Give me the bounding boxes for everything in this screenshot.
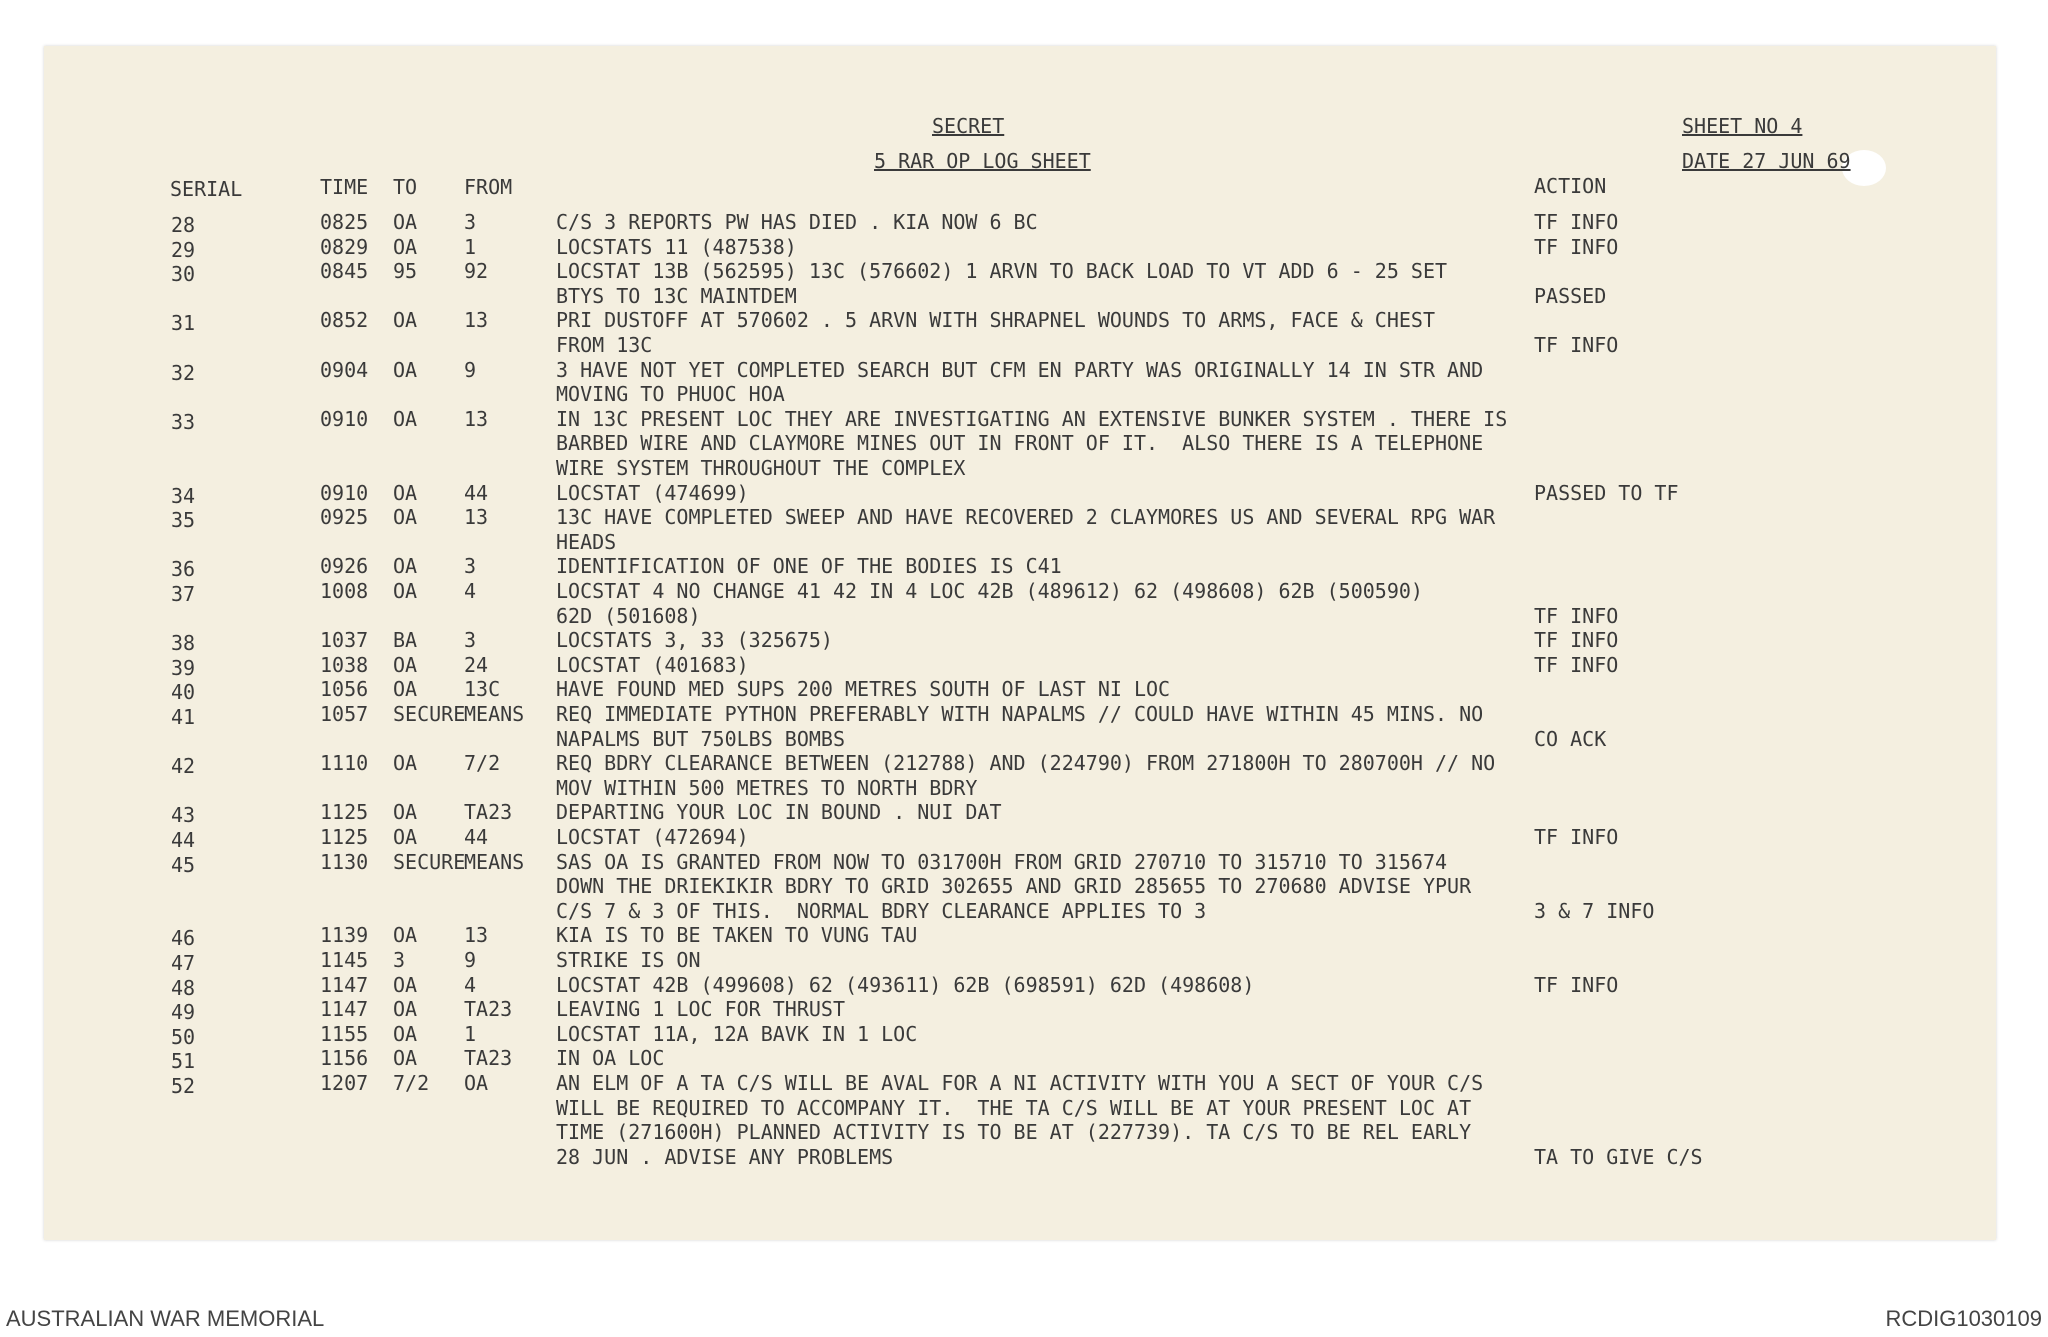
entry-action: PASSED	[1534, 283, 1607, 308]
entry-text-line: 13C HAVE COMPLETED SWEEP AND HAVE RECOVERED 2 CLAYMORES US AND SEVERAL RPG WAR	[556, 505, 1496, 530]
entry-to: OA	[393, 234, 418, 259]
entry-time: 0904	[320, 357, 369, 382]
entry-text-line: IDENTIFICATION OF ONE OF THE BODIES IS C41	[556, 554, 1062, 579]
entry-to: OA	[393, 652, 418, 677]
sheet-date: DATE 27 JUN 69	[1682, 149, 1851, 173]
entry-to: OA	[393, 677, 418, 702]
entry-action: TF INFO	[1534, 825, 1619, 849]
entry-time: 1056	[320, 677, 369, 702]
entry-serial: 38	[171, 631, 196, 656]
entry-serial: 30	[171, 262, 196, 287]
entry-serial: 52	[171, 1074, 196, 1098]
entry-serial: 29	[171, 237, 196, 262]
entry-from: 13	[464, 406, 489, 431]
entry-text-line: KIA IS TO BE TAKEN TO VUNG TAU	[556, 923, 918, 948]
entry-text-line: WILL BE REQUIRED TO ACCOMPANY IT. THE TA C/S WILL BE AT YOUR PRESENT LOC AT	[556, 1095, 1472, 1120]
entry-text-line: WIRE SYSTEM THROUGHOUT THE COMPLEX	[556, 456, 966, 480]
entry-time: 1155	[320, 1021, 369, 1046]
entry-text-line: LOCSTAT 4 NO CHANGE 41 42 IN 4 LOC 42B (489612) 62 (498608) 62B (500590)	[556, 579, 1423, 603]
entry-time: 1110	[320, 751, 369, 776]
entry-from: MEANS	[464, 702, 525, 726]
entry-to: OA	[393, 800, 418, 825]
entry-from: TA23	[464, 997, 513, 1022]
entry-to: OA	[393, 308, 418, 333]
entry-text-line: FROM 13C	[556, 333, 653, 357]
entry-text-line: HAVE FOUND MED SUPS 200 METRES SOUTH OF LAST NI LOC	[556, 677, 1171, 702]
entry-time: 0925	[320, 505, 369, 530]
entry-time: 1145	[320, 948, 369, 972]
entry-text-line: 3 HAVE NOT YET COMPLETED SEARCH BUT CFM EN PARTY WAS ORIGINALLY 14 IN STR AND	[556, 357, 1484, 382]
entry-text-line: LOCSTAT 42B (499608) 62 (493611) 62B (698591) 62D (498608)	[556, 972, 1255, 997]
entry-from: 13	[464, 308, 489, 333]
entry-time: 1125	[320, 825, 369, 849]
column-header-serial: SERIAL	[170, 177, 243, 201]
entry-from: 3	[464, 210, 477, 234]
entry-time: 1057	[320, 702, 369, 726]
entry-time: 1038	[320, 652, 369, 677]
entry-serial: 49	[171, 1000, 196, 1025]
entry-serial: 39	[171, 655, 196, 680]
log-sheet-page	[44, 46, 1996, 1240]
entry-from: 7/2	[464, 751, 501, 776]
entry-from: 1	[464, 1021, 477, 1046]
entry-from: 4	[464, 579, 477, 603]
entry-text-line: DEPARTING YOUR LOC IN BOUND . NUI DAT	[556, 800, 1002, 825]
entry-time: 1008	[320, 579, 369, 603]
sheet-title: 5 RAR OP LOG SHEET	[874, 149, 1091, 173]
entry-from: 13	[464, 505, 489, 530]
entry-from: 3	[464, 554, 477, 579]
entry-to: OA	[393, 1021, 418, 1046]
entry-to: OA	[393, 579, 418, 603]
entry-text-line: TIME (271600H) PLANNED ACTIVITY IS TO BE AT (227739). TA C/S TO BE REL EARLY	[556, 1120, 1472, 1145]
entry-to: OA	[393, 751, 418, 776]
entry-to: OA	[393, 505, 418, 530]
archive-footer	[0, 1300, 2048, 1337]
entry-time: 0852	[320, 308, 369, 333]
entry-to: OA	[393, 554, 418, 579]
entry-time: 0910	[320, 480, 369, 505]
entry-from: 9	[464, 357, 477, 382]
entry-action: TF INFO	[1534, 603, 1619, 628]
entry-serial: 50	[171, 1024, 196, 1049]
entry-text-line: STRIKE IS ON	[556, 948, 701, 972]
entry-serial: 41	[171, 705, 196, 729]
column-header-action: ACTION	[1534, 174, 1607, 198]
entry-from: 1	[464, 234, 477, 259]
entry-to: 7/2	[393, 1071, 430, 1095]
entry-action: TF INFO	[1534, 628, 1619, 653]
entry-serial: 36	[171, 557, 196, 582]
entry-to: 95	[393, 259, 418, 284]
column-header-time: TIME	[320, 175, 369, 199]
entry-text-line: MOVING TO PHUOC HOA	[556, 382, 785, 407]
entry-time: 1130	[320, 849, 369, 874]
entry-from: TA23	[464, 1046, 513, 1071]
entry-action: TF INFO	[1534, 333, 1619, 357]
entry-from: 44	[464, 480, 489, 505]
entry-from: 13	[464, 923, 489, 948]
entry-action: TF INFO	[1534, 210, 1619, 234]
entry-from: OA	[464, 1071, 489, 1095]
entry-text-line: LOCSTATS 3, 33 (325675)	[556, 628, 833, 653]
entry-to: OA	[393, 357, 418, 382]
entry-to: BA	[393, 628, 418, 653]
entry-text-line: DOWN THE DRIEKIKIR BDRY TO GRID 302655 AND GRID 285655 TO 270680 ADVISE YPUR	[556, 874, 1472, 899]
entry-to: 3	[393, 948, 406, 972]
entry-time: 1147	[320, 997, 369, 1022]
entry-action: TA TO GIVE C/S	[1534, 1144, 1703, 1169]
entry-from: 13C	[464, 677, 501, 702]
entry-text-line: LOCSTAT (474699)	[556, 480, 749, 505]
entry-serial: 45	[171, 852, 196, 877]
entry-text-line: 28 JUN . ADVISE ANY PROBLEMS	[556, 1144, 894, 1169]
entry-from: 9	[464, 948, 477, 972]
entry-text-line: IN 13C PRESENT LOC THEY ARE INVESTIGATING AN EXTENSIVE BUNKER SYSTEM . THERE IS	[556, 406, 1508, 431]
entry-action: TF INFO	[1534, 972, 1619, 997]
entry-action: CO ACK	[1534, 726, 1607, 751]
entry-to: OA	[393, 480, 418, 505]
entry-time: 0825	[320, 210, 369, 234]
entry-text-line: C/S 7 & 3 OF THIS. NORMAL BDRY CLEARANCE APPLIES TO 3	[556, 898, 1207, 923]
entry-action: TF INFO	[1534, 652, 1619, 677]
entry-serial: 28	[171, 213, 196, 237]
entry-from: 3	[464, 628, 477, 653]
entry-text-line: LOCSTAT 11A, 12A BAVK IN 1 LOC	[556, 1021, 918, 1046]
entry-text-line: LOCSTAT (472694)	[556, 825, 749, 849]
entry-text-line: MOV WITHIN 500 METRES TO NORTH BDRY	[556, 775, 978, 800]
entry-serial: 46	[171, 926, 196, 951]
classification-heading: SECRET	[932, 114, 1005, 138]
entry-from: 92	[464, 259, 489, 284]
entry-action: PASSED TO TF	[1534, 480, 1679, 505]
entry-from: 24	[464, 652, 489, 677]
column-header-to: TO	[393, 175, 418, 199]
entry-serial: 32	[171, 360, 196, 385]
entry-serial: 33	[171, 409, 196, 434]
entry-time: 1207	[320, 1071, 369, 1095]
entry-serial: 44	[171, 828, 196, 852]
entry-time: 1139	[320, 923, 369, 948]
entry-serial: 35	[171, 508, 196, 533]
entry-text-line: LEAVING 1 LOC FOR THRUST	[556, 997, 845, 1022]
entry-text-line: LOCSTATS 11 (487538)	[556, 234, 797, 259]
entry-time: 0926	[320, 554, 369, 579]
entry-from: MEANS	[464, 849, 525, 874]
entry-to: OA	[393, 825, 418, 849]
entry-serial: 51	[171, 1049, 196, 1074]
entry-text-line: REQ BDRY CLEARANCE BETWEEN (212788) AND (224790) FROM 271800H TO 280700H // NO	[556, 751, 1496, 776]
entry-serial: 34	[171, 483, 196, 508]
entry-from: TA23	[464, 800, 513, 825]
entry-text-line: AN ELM OF A TA C/S WILL BE AVAL FOR A NI ACTIVITY WITH YOU A SECT OF YOUR C/S	[556, 1071, 1484, 1095]
entry-serial: 48	[171, 975, 196, 1000]
entry-to: OA	[393, 997, 418, 1022]
entry-text-line: LOCSTAT (401683)	[556, 652, 749, 677]
entry-text-line: NAPALMS BUT 750LBS BOMBS	[556, 726, 845, 751]
entry-text-line: SAS OA IS GRANTED FROM NOW TO 031700H FROM GRID 270710 TO 315710 TO 315674	[556, 849, 1448, 874]
entry-serial: 47	[171, 951, 196, 975]
column-header-from: FROM	[464, 175, 513, 199]
entry-to: OA	[393, 406, 418, 431]
entry-serial: 42	[171, 754, 196, 779]
entry-text-line: C/S 3 REPORTS PW HAS DIED . KIA NOW 6 BC	[556, 210, 1038, 234]
entry-to: OA	[393, 1046, 418, 1071]
entry-serial: 40	[171, 680, 196, 705]
entry-action: 3 & 7 INFO	[1534, 898, 1655, 923]
entry-to: SECURE	[393, 702, 466, 726]
entry-to: OA	[393, 210, 418, 234]
entry-from: 44	[464, 825, 489, 849]
entry-action: TF INFO	[1534, 234, 1619, 259]
entry-time: 0829	[320, 234, 369, 259]
entry-text-line: REQ IMMEDIATE PYTHON PREFERABLY WITH NAPALMS // COULD HAVE WITHIN 45 MINS. NO	[556, 702, 1484, 726]
entry-serial: 37	[171, 582, 196, 606]
entry-text-line: PRI DUSTOFF AT 570602 . 5 ARVN WITH SHRAPNEL WOUNDS TO ARMS, FACE & CHEST	[556, 308, 1435, 333]
archive-name: AUSTRALIAN WAR MEMORIAL	[6, 1306, 325, 1331]
entry-time: 1037	[320, 628, 369, 653]
entry-text-line: 62D (501608)	[556, 603, 701, 628]
entry-time: 1125	[320, 800, 369, 825]
entry-time: 0910	[320, 406, 369, 431]
entry-time: 1156	[320, 1046, 369, 1071]
entry-text-line: IN OA LOC	[556, 1046, 665, 1071]
entry-time: 0845	[320, 259, 369, 284]
entry-text-line: BARBED WIRE AND CLAYMORE MINES OUT IN FRONT OF IT. ALSO THERE IS A TELEPHONE	[556, 431, 1484, 456]
entry-serial: 31	[171, 311, 196, 336]
archive-reference: RCDIG1030109	[1885, 1306, 2042, 1331]
entry-text-line: LOCSTAT 13B (562595) 13C (576602) 1 ARVN TO BACK LOAD TO VT ADD 6 - 25 SET	[556, 259, 1448, 284]
entry-to: OA	[393, 972, 418, 997]
entry-from: 4	[464, 972, 477, 997]
sheet-number: SHEET NO 4	[1682, 114, 1803, 138]
entry-text-line: BTYS TO 13C MAINTDEM	[556, 283, 797, 308]
entry-serial: 43	[171, 803, 196, 828]
entry-to: SECURE	[393, 849, 466, 874]
entry-text-line: HEADS	[556, 529, 617, 554]
entry-to: OA	[393, 923, 418, 948]
entry-time: 1147	[320, 972, 369, 997]
